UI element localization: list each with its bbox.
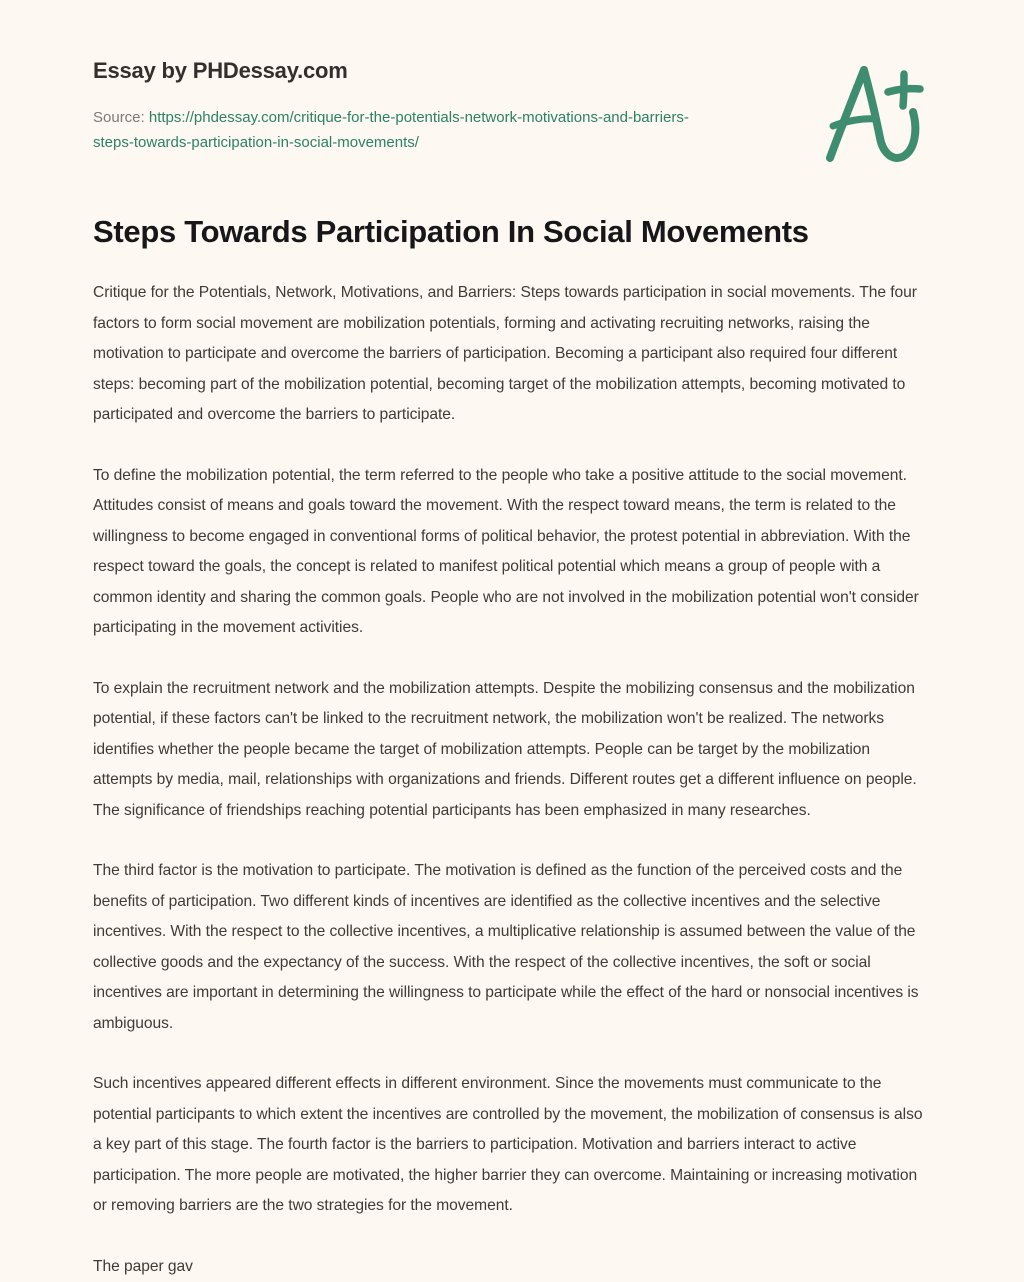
essay-body bbox=[93, 252, 931, 1282]
site-brand: Essay by PHDessay.com bbox=[93, 58, 348, 83]
page-header bbox=[93, 0, 931, 155]
paragraph: Such incentives appeared different effects in different environment. Since the movements must communicate to the potential participants to which extent the incentives are controlled by the movement, the mobilization of consensus is also a key part of this stage. The fourth factor is the barriers to participation. Motivation and barriers interact to active participation. The more people are motivated, the higher barrier they can overcome. Maintaining or increasing motivation or removing barriers are the two strategies for the movement. bbox=[93, 1075, 923, 1215]
source-label: Source: bbox=[93, 109, 145, 127]
paragraph: To explain the recruitment network and the mobilization attempts. Despite the mobilizing consensus and the mobilization potential, if these factors can't be linked to the recruitment network, the mobilization won't be realized. The networks identifies whether the people became the target of mobilization attempts. People can be target by the mobilization attempts by media, mail, relationships with organizations and friends. Different routes get a different influence on people. The significance of friendships reaching potential participants has been emphasized in many researches. bbox=[93, 679, 917, 819]
paragraph-truncated: The paper gav bbox=[93, 1257, 193, 1275]
paragraph: To define the mobilization potential, the term referred to the people who take a positive attitude to the social movement. Attitudes consist of means and goals toward the movement. With the respect toward means, the term is related to the willingness to become engaged in conventional forms of political behavior, the protest potential in abbreviation. With the respect toward the goals, the concept is related to manifest political potential which means a group of people with a common identity and sharing the common goals. People who are not involved in the mobilization potential won't consider participating in the movement activities. bbox=[93, 466, 919, 637]
page-title: Steps Towards Participation In Social Movements bbox=[93, 214, 809, 250]
source-line bbox=[93, 105, 723, 155]
paragraph: The third factor is the motivation to participate. The motivation is defined as the function of the perceived costs and the benefits of participation. Two different kinds of incentives are identified as the collective incentives and the selective incentives. With the respect to the collective incentives, a multiplicative relationship is assumed between the value of the collective goods and the expectancy of the success. With the respect of the collective incentives, the soft or social incentives are important in determining the willingness to participate while the effect of the hard or nonsocial incentives is ambiguous. bbox=[93, 862, 919, 1032]
paragraph: Critique for the Potentials, Network, Motivations, and Barriers: Steps towards participation in social movements. The four factors to form social movement are mobilization potentials, forming and activating recruiting networks, raising the motivation to participate and overcome the barriers of participation. Becoming a participant also required four different steps: becoming part of the mobilization potential, becoming target of the mobilization attempts, becoming motivated to participated and overcome the barriers to participate. bbox=[93, 284, 917, 424]
source-url-link[interactable]: https://phdessay.com/critique-for-the-potentials-network-motivations-and-barriers-steps-towards-participation-in-social-movements/ bbox=[93, 109, 689, 152]
a-plus-logo-icon bbox=[814, 62, 934, 172]
